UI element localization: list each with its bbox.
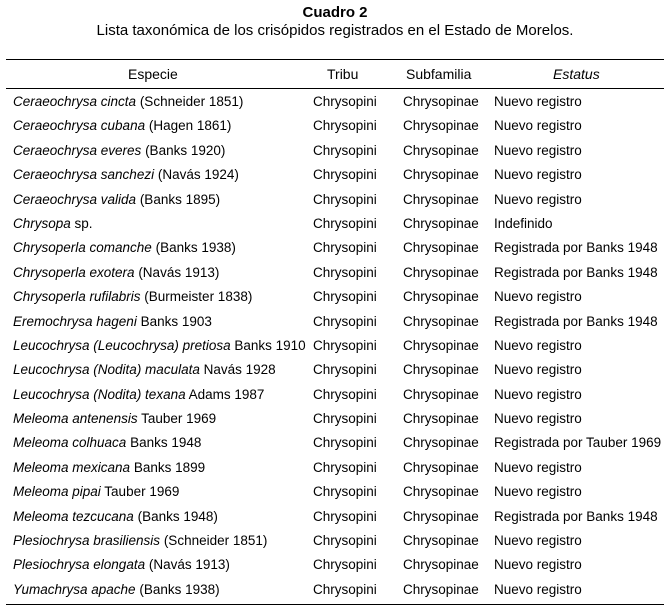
species-name: Chrysoperla rufilabris (13, 289, 141, 305)
cell-subfamilia: Chrysopinae (403, 215, 479, 231)
cell-subfamilia: Chrysopinae (403, 191, 479, 207)
cell-subfamilia: Chrysopinae (403, 581, 479, 597)
cell-estatus: Registrada por Banks 1948 (494, 508, 658, 524)
table-row (0, 141, 670, 165)
species-author: Tauber 1969 (100, 484, 180, 500)
cell-estatus: Nuevo registro (494, 118, 582, 134)
table-row (0, 433, 670, 457)
table-row (0, 287, 670, 311)
cell-estatus: Nuevo registro (494, 386, 582, 402)
table-caption (0, 4, 670, 40)
header-rule (6, 88, 664, 89)
species-name: Plesiochrysa brasiliensis (13, 533, 161, 549)
species-author: (Banks 1895) (136, 191, 221, 207)
table-row (0, 385, 670, 409)
species-name: Eremochrysa hageni (13, 313, 137, 329)
cell-subfamilia: Chrysopinae (403, 313, 479, 329)
species-author: (Schneider 1851) (136, 94, 244, 109)
cell-tribu: Chrysopini (313, 386, 377, 402)
cell-estatus: Nuevo registro (494, 484, 582, 500)
species-name: Meleoma colhuaca (13, 435, 127, 451)
table-title: Cuadro 2 (302, 4, 368, 21)
cell-estatus: Nuevo registro (494, 94, 582, 109)
species-author: (Navás 1924) (154, 167, 239, 183)
table-row (0, 409, 670, 433)
species-author: Banks 1948 (126, 435, 202, 451)
cell-tribu: Chrysopini (313, 557, 377, 573)
species-author: (Navás 1913) (145, 557, 230, 573)
cell-estatus: Nuevo registro (494, 191, 582, 207)
species-name: Chrysoperla exotera (13, 264, 135, 280)
cell-subfamilia: Chrysopinae (403, 557, 479, 573)
species-author: (Banks 1948) (133, 508, 218, 524)
cell-tribu: Chrysopini (313, 191, 377, 207)
cell-subfamilia: Chrysopinae (403, 167, 479, 183)
table-row (0, 165, 670, 189)
cell-subfamilia: Chrysopinae (403, 264, 479, 280)
species-name: Ceraeochrysa cubana (13, 118, 146, 134)
cell-tribu: Chrysopini (313, 240, 377, 256)
cell-tribu: Chrysopini (313, 484, 377, 500)
cell-estatus: Nuevo registro (494, 411, 582, 427)
cell-tribu: Chrysopini (313, 533, 377, 549)
cell-especie (13, 116, 231, 136)
cell-tribu: Chrysopini (313, 313, 377, 329)
cell-subfamilia: Chrysopinae (403, 240, 479, 256)
cell-especie (13, 190, 220, 210)
table-row (0, 116, 670, 140)
table-row (0, 214, 670, 238)
cell-tribu: Chrysopini (313, 94, 377, 109)
cell-especie (13, 336, 306, 356)
species-name: Meleoma antenensis (13, 411, 138, 427)
table-row (0, 458, 670, 482)
header-estatus: Estatus (553, 66, 600, 82)
cell-subfamilia: Chrysopinae (403, 411, 479, 427)
cell-tribu: Chrysopini (313, 289, 377, 305)
cell-especie (13, 360, 276, 380)
cell-especie (13, 531, 267, 551)
cell-especie (13, 214, 93, 234)
cell-especie (13, 385, 264, 405)
species-author: (Banks 1938) (151, 240, 236, 256)
cell-tribu: Chrysopini (313, 459, 377, 475)
cell-tribu: Chrysopini (313, 264, 377, 280)
table-row (0, 263, 670, 287)
cell-estatus: Nuevo registro (494, 581, 582, 597)
species-name: Ceraeochrysa sanchezi (13, 167, 155, 183)
header-subfamilia: Subfamilia (406, 66, 472, 82)
cell-especie (13, 263, 219, 283)
cell-tribu: Chrysopini (313, 337, 377, 353)
cell-estatus: Nuevo registro (494, 459, 582, 475)
species-author: (Schneider 1851) (160, 533, 268, 549)
cell-tribu: Chrysopini (313, 508, 377, 524)
table-row (0, 190, 670, 214)
cell-especie (13, 507, 218, 527)
table-row (0, 580, 670, 604)
species-name: Chrysopa (13, 215, 71, 231)
cell-estatus: Registrada por Tauber 1969 (494, 435, 662, 451)
cell-tribu: Chrysopini (313, 581, 377, 597)
cell-estatus: Registrada por Banks 1948 (494, 240, 658, 256)
cell-tribu: Chrysopini (313, 142, 377, 158)
cell-especie (13, 287, 252, 307)
cell-subfamilia: Chrysopinae (403, 533, 479, 549)
cell-subfamilia: Chrysopinae (403, 362, 479, 378)
table-row (0, 312, 670, 336)
species-name: Meleoma mexicana (13, 459, 131, 475)
cell-subfamilia: Chrysopinae (403, 118, 479, 134)
cell-subfamilia: Chrysopinae (403, 484, 479, 500)
cell-especie (13, 409, 216, 429)
cell-estatus: Nuevo registro (494, 362, 582, 378)
species-author: Banks 1903 (136, 313, 212, 329)
table-row (0, 92, 670, 116)
cell-subfamilia: Chrysopinae (403, 142, 479, 158)
species-name: Meleoma pipai (13, 484, 101, 500)
cell-estatus: Nuevo registro (494, 167, 582, 183)
cell-subfamilia: Chrysopinae (403, 289, 479, 305)
species-name: Leucochrysa (Nodita) maculata (13, 362, 200, 378)
cell-subfamilia: Chrysopinae (403, 94, 479, 109)
cell-especie (13, 458, 205, 478)
cell-estatus: Registrada por Banks 1948 (494, 313, 658, 329)
cell-estatus: Nuevo registro (494, 337, 582, 353)
cell-subfamilia: Chrysopinae (403, 508, 479, 524)
cell-especie (13, 141, 225, 161)
table-row (0, 555, 670, 579)
cell-tribu: Chrysopini (313, 167, 377, 183)
cell-tribu: Chrysopini (313, 118, 377, 134)
table-row (0, 507, 670, 531)
top-rule (6, 59, 664, 60)
species-author: (Burmeister 1838) (140, 289, 253, 305)
species-author: (Hagen 1861) (145, 118, 232, 134)
table-row (0, 336, 670, 360)
table-row (0, 482, 670, 506)
species-author: Banks 1899 (130, 459, 206, 475)
table-row (0, 531, 670, 555)
cell-subfamilia: Chrysopinae (403, 459, 479, 475)
species-name: Ceraeochrysa everes (13, 142, 142, 158)
cell-subfamilia: Chrysopinae (403, 435, 479, 451)
cell-subfamilia: Chrysopinae (403, 337, 479, 353)
species-name: Ceraeochrysa valida (13, 191, 137, 207)
header-tribu: Tribu (327, 66, 359, 82)
species-author: Adams 1987 (185, 386, 265, 402)
table-subtitle: Lista taxonómica de los crisópidos registrados en el Estado de Morelos. (96, 22, 574, 39)
cell-estatus: Indefinido (494, 215, 553, 231)
cell-especie (13, 312, 212, 332)
species-name: Chrysoperla comanche (13, 240, 152, 256)
header-especie: Especie (128, 66, 178, 82)
cell-tribu: Chrysopini (313, 215, 377, 231)
cell-especie (13, 433, 201, 453)
cell-estatus: Registrada por Banks 1948 (494, 264, 658, 280)
table-row (0, 360, 670, 384)
species-author: Banks 1910 (230, 337, 306, 353)
table-row (0, 238, 670, 262)
species-name: Leucochrysa (Leucochrysa) pretiosa (13, 337, 231, 353)
cell-estatus: Nuevo registro (494, 533, 582, 549)
species-name: Ceraeochrysa cincta (13, 94, 137, 109)
species-name: Leucochrysa (Nodita) texana (13, 386, 186, 402)
cell-tribu: Chrysopini (313, 411, 377, 427)
cell-especie (13, 92, 243, 112)
species-name: Meleoma tezcucana (13, 508, 134, 524)
table-body (0, 92, 670, 604)
cell-estatus: Nuevo registro (494, 557, 582, 573)
species-name: Plesiochrysa elongata (13, 557, 146, 573)
cell-especie (13, 165, 239, 185)
species-author: Navás 1928 (199, 362, 276, 378)
cell-tribu: Chrysopini (313, 435, 377, 451)
cell-especie (13, 555, 230, 575)
species-author: (Banks 1938) (135, 581, 220, 597)
cell-estatus: Nuevo registro (494, 142, 582, 158)
cell-especie (13, 580, 220, 600)
cell-especie (13, 482, 179, 502)
species-name: Yumachrysa apache (13, 581, 136, 597)
cell-estatus: Nuevo registro (494, 289, 582, 305)
cell-subfamilia: Chrysopinae (403, 386, 479, 402)
cell-especie (13, 238, 236, 258)
species-author: (Banks 1920) (141, 142, 226, 158)
bottom-rule (6, 604, 664, 605)
species-author: Tauber 1969 (137, 411, 217, 427)
species-author: (Navás 1913) (134, 264, 220, 280)
species-author: sp. (70, 215, 93, 231)
cell-tribu: Chrysopini (313, 362, 377, 378)
